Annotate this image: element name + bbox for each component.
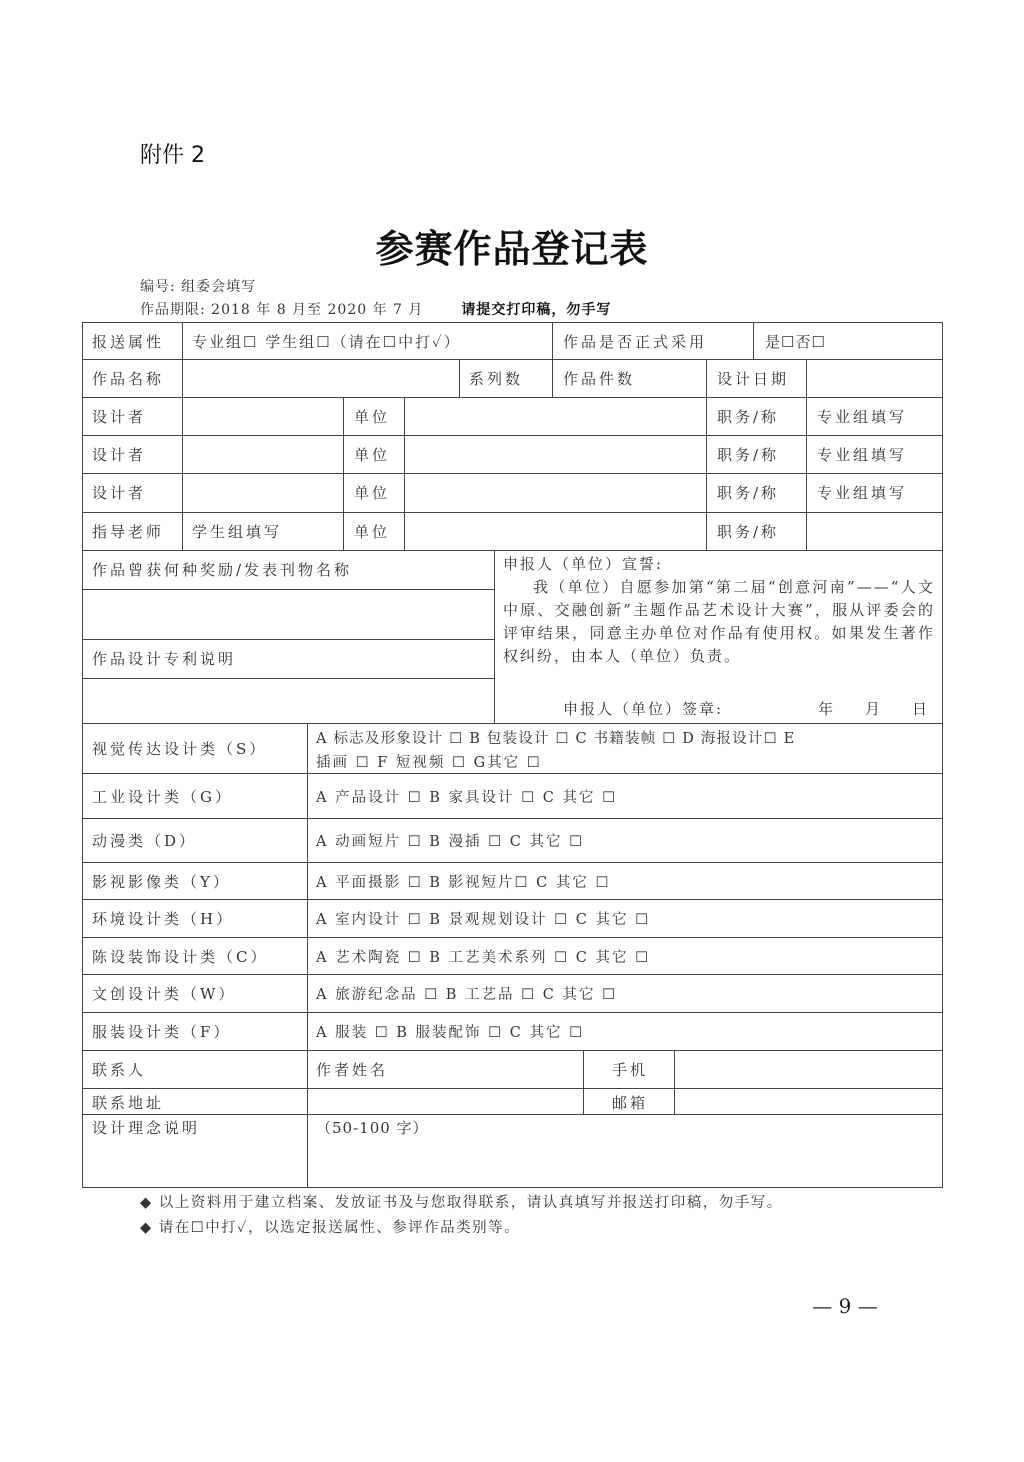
table-line [307,723,308,1188]
unit-label: 单位 [354,523,391,541]
table-line [494,550,495,723]
title-label: 职务/称 [717,484,780,502]
work-name-label: 作品名称 [92,370,165,388]
period-text: 作品期限: 2018 年 8 月至 2020 年 7 月 [140,302,424,318]
category-label: 陈设装饰设计类（C） [92,948,269,966]
awards-field[interactable] [84,591,492,637]
advisor-value: 学生组填写 [192,523,283,541]
page-number: — 9 — [812,1294,878,1318]
declaration-heading: 申报人（单位）宣誓: [503,555,664,573]
table-line [82,1187,943,1188]
category-label: 环境设计类（H） [92,910,235,928]
table-line [82,473,943,474]
category-options[interactable]: A 标志及形象设计 ☐ B 包装设计 ☐ C 书籍装帧 ☐ D 海报设计☐ E [316,731,796,747]
page-title: 参赛作品登记表 [375,226,649,271]
patent-field[interactable] [84,680,492,721]
category-options[interactable]: A 动画短片 ☐ B 漫插 ☐ C 其它 ☐ [316,834,585,850]
category-label: 工业设计类（G） [92,788,233,806]
table-line [552,322,553,397]
note-item: ◆ 请在☐中打✓，以选定报送属性、参评作品类别等。 [140,1220,521,1236]
table-line [82,723,943,724]
table-line [82,899,943,900]
awards-label: 作品曾获何种奖励/发表刊物名称 [92,561,353,579]
table-line [82,974,943,975]
title-value: 专业组填写 [817,484,908,502]
table-line [82,322,83,1188]
address-field[interactable] [309,1090,581,1112]
phone-field[interactable] [676,1052,940,1086]
advisor-label: 指导老师 [92,523,165,541]
category-label: 影视影像类（Y） [92,873,231,891]
work-period [140,299,611,319]
table-line [82,435,943,436]
author-name-label: 作者姓名 [316,1061,389,1079]
email-field[interactable] [676,1090,940,1112]
phone-label: 手机 [612,1061,649,1079]
category-options-continued[interactable]: 插画 ☐ F 短视频 ☐ G其它 ☐ [316,755,542,771]
designer-label: 设计者 [92,484,147,502]
declaration-signature: 申报人（单位）签章: [563,700,724,718]
table-line [583,1050,584,1114]
series-count-label: 系列数 [469,370,524,388]
unit-label: 单位 [354,484,391,502]
work-count-label: 作品件数 [563,370,636,388]
table-line [82,1088,943,1089]
table-line [82,322,943,323]
table-line [706,359,707,550]
concept-field[interactable] [309,1140,940,1185]
submission-type-checkboxes[interactable]: 专业组☐ 学生组☐（请在☐中打✓） [192,333,461,351]
table-line [82,1114,943,1115]
table-line [942,322,943,1188]
category-options[interactable]: A 平面摄影 ☐ B 影视短片☐ C 其它 ☐ [316,875,611,891]
declaration-day: 日 [912,700,931,718]
category-options[interactable]: A 艺术陶瓷 ☐ B 工艺美术系列 ☐ C 其它 ☐ [316,950,651,966]
category-label: 视觉传达设计类（S） [92,740,268,758]
email-label: 邮箱 [612,1094,649,1112]
table-line [82,550,943,551]
design-date-field[interactable] [808,361,940,395]
serial-number: 编号: 组委会填写 [140,279,257,295]
concept-label: 设计理念说明 [92,1119,201,1137]
table-line [82,1050,943,1051]
table-line [82,589,494,590]
design-date-label: 设计日期 [717,370,790,388]
declaration-year: 年 [818,700,837,718]
submission-type-label: 报送属性 [92,333,165,351]
designer-label: 设计者 [92,446,147,464]
table-line [182,322,183,550]
category-options[interactable]: A 旅游纪念品 ☐ B 工艺品 ☐ C 其它 ☐ [316,987,618,1003]
table-line [82,678,494,679]
note-item: ◆ 以上资料用于建立档案、发放证书及与您取得联系，请认真填写并报送打印稿，勿手写。 [140,1195,783,1211]
category-options[interactable]: A 室内设计 ☐ B 景观规划设计 ☐ C 其它 ☐ [316,912,651,928]
title-label: 职务/称 [717,523,780,541]
designer-label: 设计者 [92,408,147,426]
table-line [82,359,943,360]
table-line [82,512,943,513]
declaration-body: 我（单位）自愿参加第“第二届“创意河南”——“人文中原、交融创新”主题作品艺术设计大赛”，服从评委会的评审结果，同意主办单位对作品有使用权。如果发生著作权纠纷，由本人（单位）负责。 [503,578,935,665]
address-label: 联系地址 [92,1094,165,1112]
category-label: 文创设计类（W） [92,985,237,1003]
declaration-month: 月 [865,700,884,718]
table-line [82,937,943,938]
table-line [343,397,344,550]
category-label: 动漫类（D） [92,832,198,850]
table-line [82,818,943,819]
work-name-field[interactable] [184,361,457,395]
adopted-checkboxes[interactable]: 是☐否☐ [765,333,826,351]
adopted-label: 作品是否正式采用 [563,333,708,351]
unit-label: 单位 [354,446,391,464]
table-line [82,639,494,640]
table-line [674,1050,675,1114]
table-line [82,1012,943,1013]
contact-label: 联系人 [92,1061,147,1079]
table-line [404,397,405,550]
title-label: 职务/称 [717,446,780,464]
table-line [82,397,943,398]
title-value: 专业组填写 [817,446,908,464]
table-line [806,359,807,550]
patent-label: 作品设计专利说明 [92,650,237,668]
declaration [503,553,935,668]
print-notice: 请提交打印稿，勿手写 [461,302,612,318]
category-options[interactable]: A 服装 ☐ B 服装配饰 ☐ C 其它 ☐ [316,1025,585,1041]
table-line [459,359,460,397]
concept-hint: （50-100 字） [316,1119,429,1137]
title-value: 专业组填写 [817,408,908,426]
table-line [82,773,943,774]
title-label: 职务/称 [717,408,780,426]
attachment-label: 附件 2 [140,143,205,168]
table-line [82,862,943,863]
table-line [753,322,754,359]
category-label: 服装设计类（F） [92,1023,232,1041]
category-options[interactable]: A 产品设计 ☐ B 家具设计 ☐ C 其它 ☐ [316,790,618,806]
unit-label: 单位 [354,408,391,426]
